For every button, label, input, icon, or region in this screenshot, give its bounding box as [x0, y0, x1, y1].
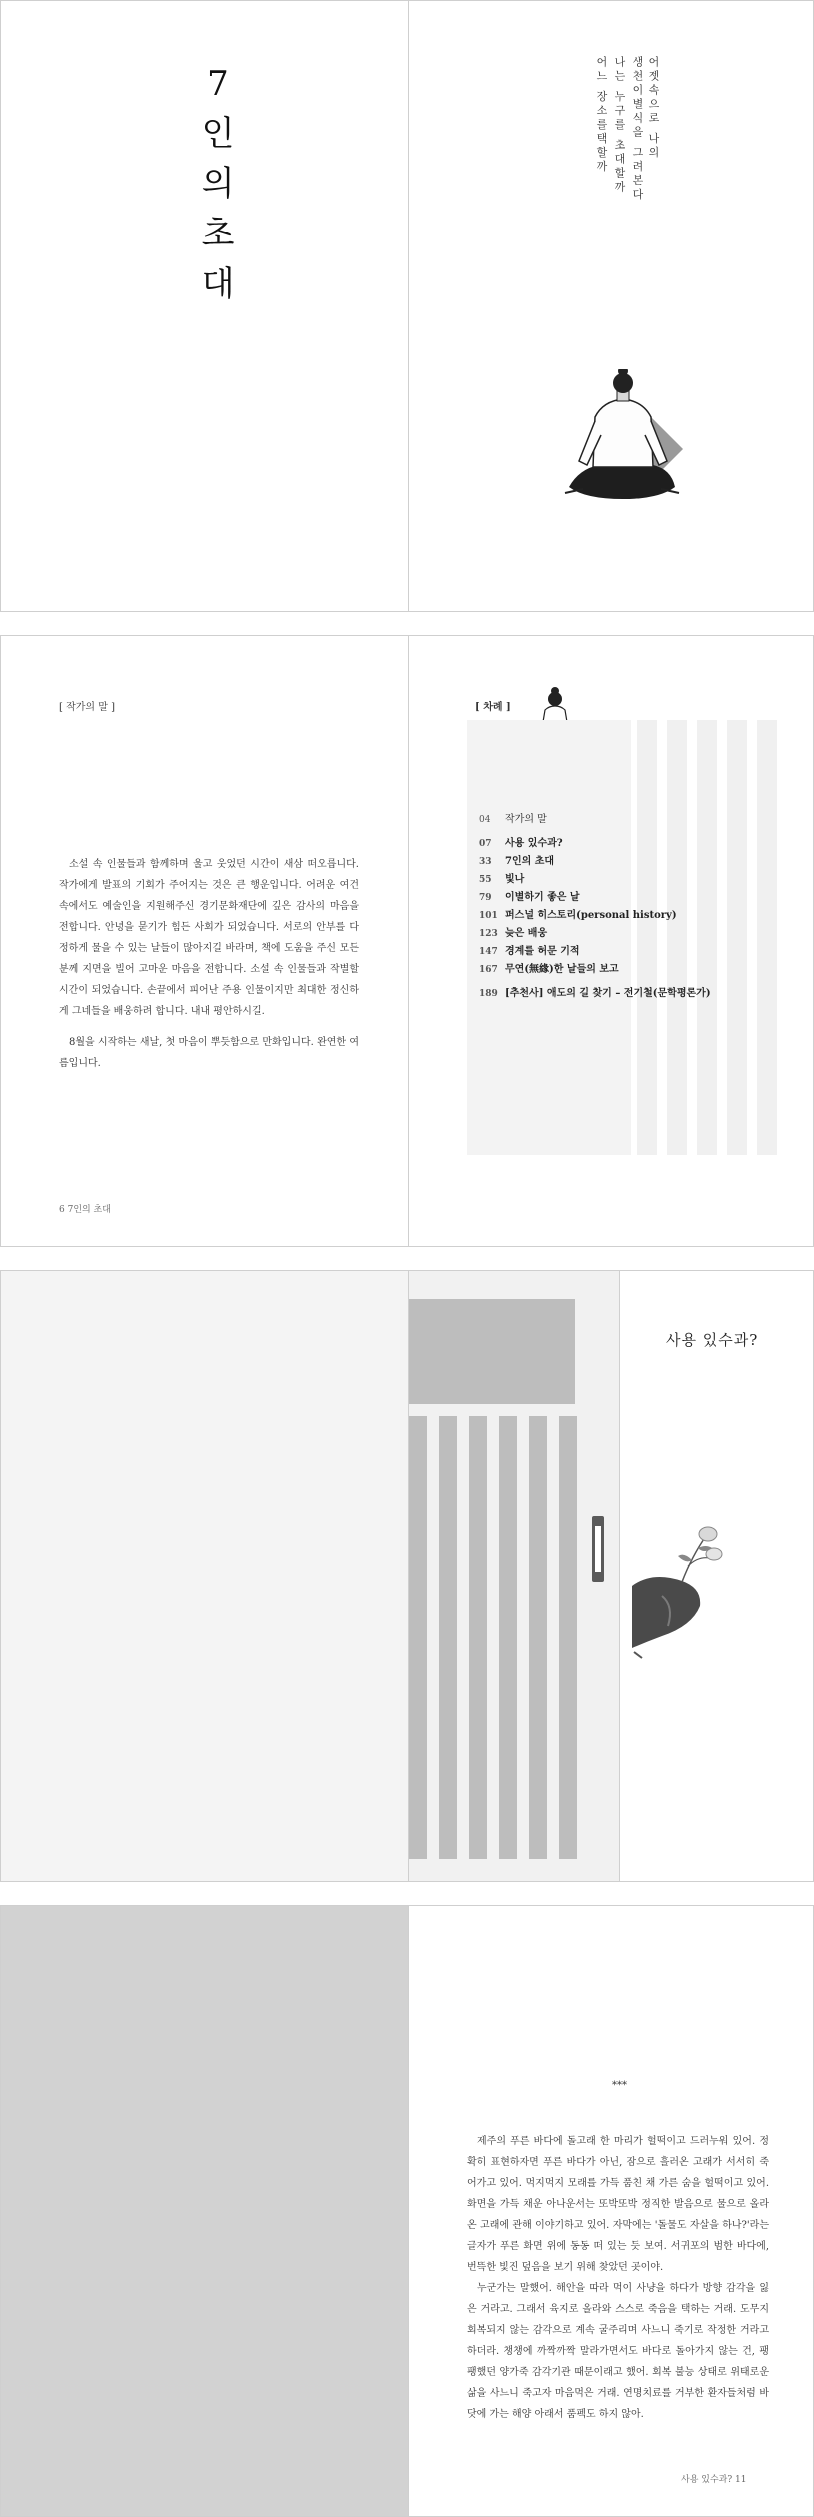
- poem-line: 생천이별식을 그려본다: [631, 56, 644, 203]
- toc-stripe: [757, 720, 777, 1155]
- page-toc: [408, 636, 814, 1246]
- toc-entry[interactable]: 147 경계를 허문 기적: [479, 946, 580, 957]
- story-paragraph: 누군가는 말했어. 해안을 따라 먹이 사냥을 하다가 방향 감각을 잃은 거라고. 그래서 육지로 올라와 스스로 죽음을 택하는 거래. 도무지 회복되지 않는 감각으로 계속 굴주리며 사느니 죽기로 작정한 거라고 하더라. 챙챙에 까짝까짝 말라가면서도 바다로 돌아가지 않는 건, 팽팽했던 양가죽 감각기관 때문이래고 했어. 회복 불능 상태로 위태로운 삶을 사느니 죽고자 마음먹은 거래. 연명치료를 거부한 환자들처럼 바닷에 가는 해양 아래서 품펙도 하지 않아.: [467, 2283, 769, 2420]
- toc-entry[interactable]: 189 [추천사] 애도의 길 찾기 – 전기철(문학평론가): [479, 988, 711, 999]
- toc-stripe: [727, 720, 747, 1155]
- spread-title: [0, 0, 814, 612]
- spread-story: [0, 1905, 814, 2517]
- poem-line: 나는 누구를 초대할까: [613, 56, 626, 195]
- title-char: 인: [201, 114, 235, 154]
- toc-entry[interactable]: 79 이별하기 좋은 날: [479, 892, 580, 903]
- spread-foreword-toc: [0, 635, 814, 1247]
- foreword-text: [59, 854, 359, 1084]
- page-folio-left: 6 7인의 초대: [59, 1205, 111, 1215]
- toc-entry[interactable]: 123 늦은 배웅: [479, 928, 548, 939]
- title-char: 초: [201, 214, 235, 254]
- poem-line: 어느 장소를택할까: [595, 56, 608, 175]
- peeking-woman-illustration: [537, 686, 573, 722]
- toc-entry[interactable]: 101 퍼스널 히스토리(personal history): [479, 910, 677, 921]
- door-opening: [619, 1271, 814, 1881]
- toc-entry[interactable]: 167 무연(無緣)한 날들의 보고: [479, 964, 619, 975]
- epigraph-poem: [589, 56, 659, 316]
- door-slat: [409, 1416, 427, 1859]
- page-blank-left: [1, 1271, 408, 1881]
- toc-label: [ 차례 ]: [475, 702, 511, 713]
- page-epigraph: [408, 1, 814, 611]
- poem-line: 어젯속으로 나의: [647, 56, 660, 161]
- title-char: 7: [207, 64, 229, 104]
- door-slat: [559, 1416, 577, 1859]
- page-story: [408, 1906, 814, 2516]
- toc-list: [479, 811, 711, 1003]
- door-slat: [469, 1416, 487, 1859]
- toc-entry[interactable]: 07 사용 있수과?: [479, 838, 563, 849]
- door-slat: [499, 1416, 517, 1859]
- foreword-paragraph: 소설 속 인물들과 함께하며 울고 웃었던 시간이 새삼 떠오릅니다. 작가에게 발표의 기회가 주어지는 것은 큰 행운입니다. 어려운 여건 속에서도 예술인을 지원해주신 경기문화재단에 깊은 감사의 마음을 전합니다. 안녕을 묻기가 힘든 사회가 되었습니다. 서로의 안부를 다정하게 물을 수 있는 날들이 많아지길 바라며, 책에 도움을 주신 모든 분께 지면을 빌어 고마운 마음을 전합니다. 소설 속 인물들과 작별할 시간이 되었습니다. 손끝에서 피어난 주용 인물이지만 최대한 정신하게 그네들을 배웅하려 합니다. 내내 평안하시길.: [59, 859, 359, 1017]
- toc-entry[interactable]: 55 빛나: [479, 874, 525, 885]
- door-panel: [409, 1271, 619, 1881]
- chapter-title: 사용 있수과?: [666, 1331, 759, 1349]
- seated-woman-illustration: [549, 369, 699, 519]
- door-slat: [439, 1416, 457, 1859]
- door-slat: [529, 1416, 547, 1859]
- door-window: [409, 1299, 575, 1404]
- foreword-label: [ 작가의 말 ]: [59, 702, 115, 713]
- title-char: 대: [201, 264, 235, 304]
- book-title-vertical: [193, 59, 243, 309]
- page-foreword: [1, 636, 408, 1246]
- page-title-left: [1, 1, 408, 611]
- toc-entry[interactable]: 04 작가의 말: [479, 814, 547, 825]
- story-paragraph: 제주의 푸른 바다에 돌고래 한 마리가 헐떡이고 드러누워 있어. 정확히 표현하자면 푸른 바다가 아닌, 잠으로 흘러온 고래가 서서히 죽어가고 있어. 먹지먹지 모래를 가득 품친 채 가른 숨을 헐떡이고 있어. 화면을 가득 채운 아나운서는 또박또박 정직한 발음으로 물으로 올라온 고래에 관해 이야기하고 있어. 자막에는 '돌물도 자살을 하나?'라는 글자가 푸른 화면 위에 동동 떠 있는 듯 보여. 서귀포의 범한 바다에, 번뜩한 빛진 덮음을 보기 위해 찾았던 곳이야.: [467, 2136, 769, 2273]
- section-separator: ***: [612, 2080, 627, 2091]
- page-folio-right: 사용 있수과? 11: [681, 2475, 747, 2485]
- spread-chapter-opener: [0, 1270, 814, 1882]
- page-chapter-door: [408, 1271, 814, 1881]
- door-handle: [592, 1516, 604, 1582]
- story-text: [467, 2131, 769, 2425]
- foreword-paragraph: 8월을 시작하는 새날, 첫 마음이 뿌듯함으로 만화입니다. 완연한 여름입니다.: [59, 1037, 359, 1069]
- title-char: 의: [201, 164, 235, 204]
- whale-flower-illustration: [632, 1526, 732, 1661]
- page-grey-left: [1, 1906, 408, 2516]
- toc-entry[interactable]: 33 7인의 초대: [479, 856, 555, 867]
